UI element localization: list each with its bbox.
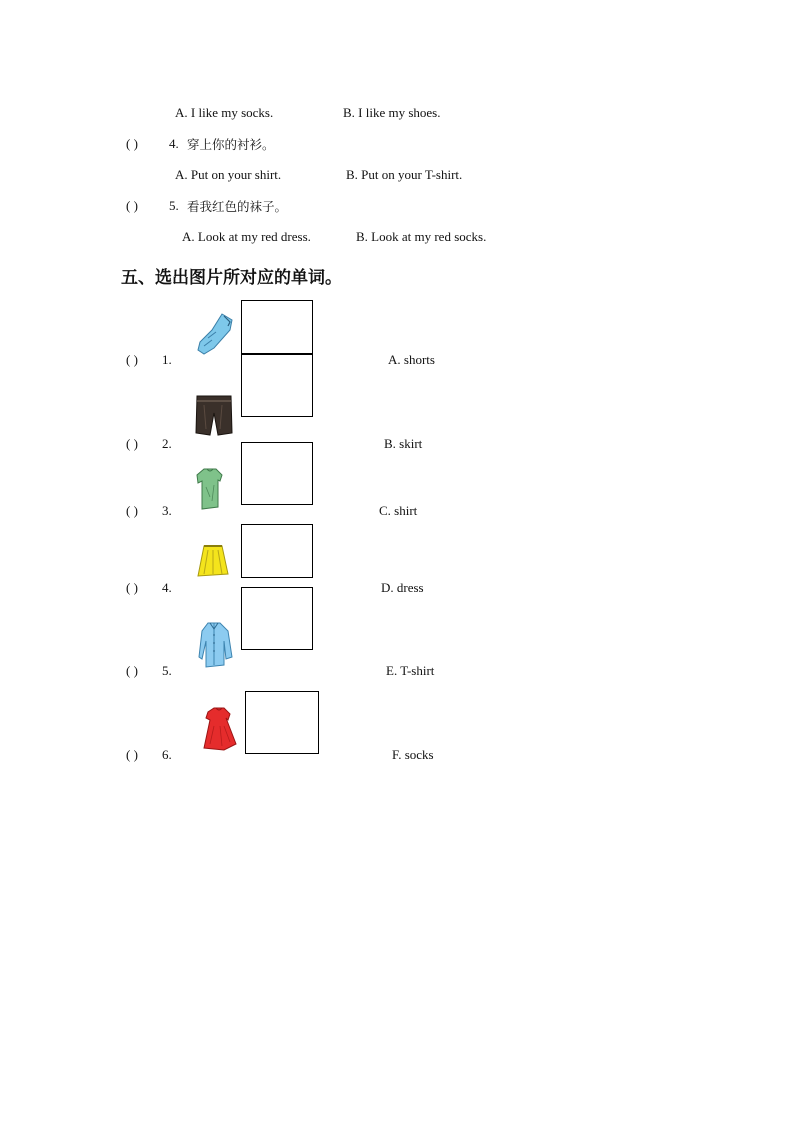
- item-6-paren[interactable]: ( ): [126, 747, 138, 762]
- answer-box-1[interactable]: [241, 300, 313, 354]
- item-1-paren[interactable]: ( ): [126, 352, 138, 367]
- item-4-number: 4.: [162, 580, 172, 595]
- green-tshirt-icon: [196, 467, 224, 511]
- blue-socks-icon: [194, 312, 236, 356]
- item-2-number: 2.: [162, 436, 172, 451]
- q5-answer-paren[interactable]: ( ): [126, 198, 138, 213]
- q4-prompt: 穿上你的衬衫。: [187, 137, 275, 152]
- answer-box-2[interactable]: [241, 354, 313, 417]
- item-2-paren[interactable]: ( ): [126, 436, 138, 451]
- item-2-option: B. skirt: [384, 436, 423, 451]
- item-1-option: A. shorts: [388, 352, 435, 367]
- item-3-option: C. shirt: [379, 503, 418, 518]
- item-3-number: 3.: [162, 503, 172, 518]
- answer-box-6[interactable]: [245, 691, 319, 754]
- answer-box-4[interactable]: [241, 524, 313, 578]
- q5-prompt: 看我红色的袜子。: [187, 199, 288, 214]
- q5-option-a: A. Look at my red dress.: [182, 229, 311, 244]
- answer-box-5[interactable]: [241, 587, 313, 650]
- red-dress-icon: [200, 706, 240, 752]
- blue-shirt-icon: [198, 621, 234, 669]
- item-6-option: F. socks: [392, 747, 434, 762]
- section5-title: 五、选出图片所对应的单词。: [121, 268, 342, 288]
- q3-option-b: B. I like my shoes.: [343, 105, 441, 120]
- item-6-number: 6.: [162, 747, 172, 762]
- shorts-icon: [194, 393, 234, 437]
- item-4-option: D. dress: [381, 580, 424, 595]
- item-4-paren[interactable]: ( ): [126, 580, 138, 595]
- q4-option-b: B. Put on your T-shirt.: [346, 167, 463, 182]
- q3-option-a: A. I like my socks.: [175, 105, 274, 120]
- answer-box-3[interactable]: [241, 442, 313, 505]
- q5-number: 5.: [169, 198, 179, 213]
- q4-option-a: A. Put on your shirt.: [175, 167, 282, 182]
- item-1-number: 1.: [162, 352, 172, 367]
- q4-number: 4.: [169, 136, 179, 151]
- yellow-skirt-icon: [196, 544, 230, 578]
- item-5-number: 5.: [162, 663, 172, 678]
- item-5-paren[interactable]: ( ): [126, 663, 138, 678]
- q5-option-b: B. Look at my red socks.: [356, 229, 487, 244]
- item-3-paren[interactable]: ( ): [126, 503, 138, 518]
- q4-answer-paren[interactable]: ( ): [126, 136, 138, 151]
- item-5-option: E. T-shirt: [386, 663, 435, 678]
